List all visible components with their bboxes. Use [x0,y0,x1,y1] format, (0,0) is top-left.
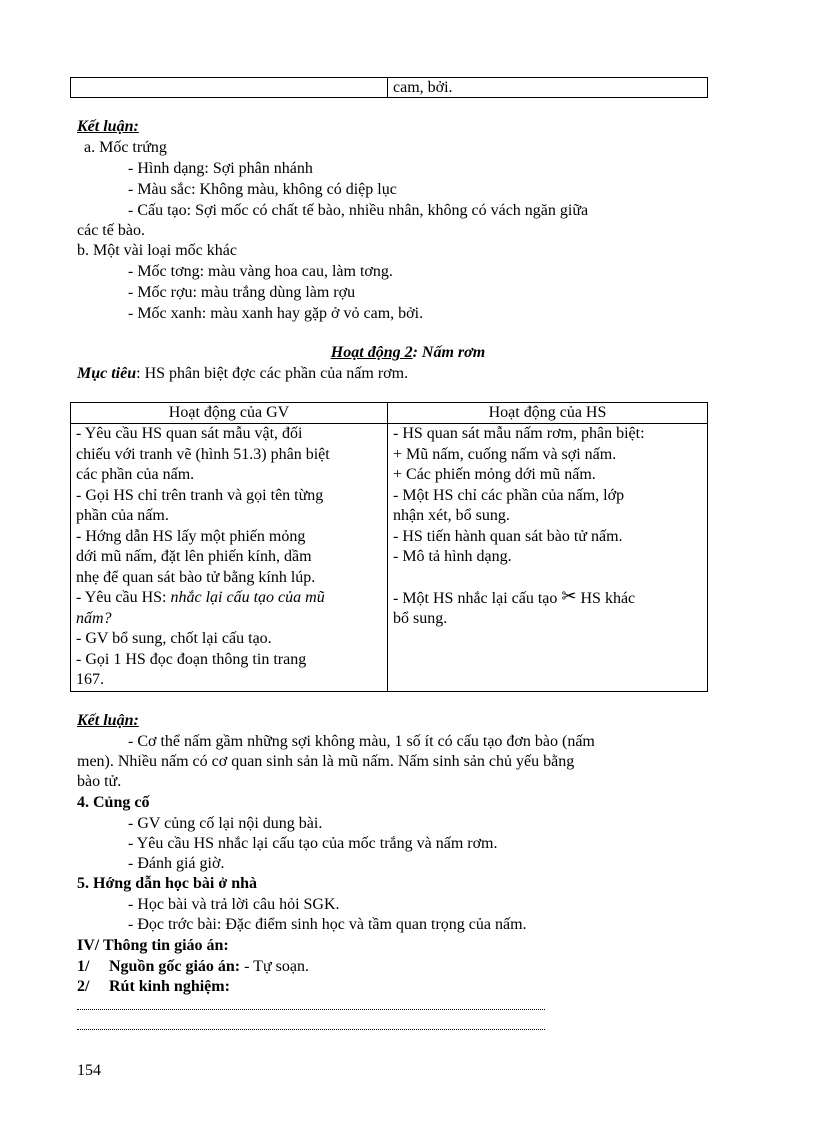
section5-item: - Học bài và trả lời câu hỏi SGK. [128,896,340,913]
conclusion-heading: Kết luận: [77,118,139,135]
top-table-right-cell: cam, bởi. [388,78,708,98]
activity2-title-rest: : Nấm rơm [412,344,486,361]
hs-retell-line [393,585,702,610]
gv-line: - Hớng dẫn HS lấy một phiến mỏng [76,527,306,545]
hs-line: bổ sung. [393,610,448,627]
conclusion-b-heading: b. Một vài loại mốc khác [77,242,237,259]
activity2-title [0,343,816,363]
header-hs: Hoạt động của HS [388,403,708,424]
notes-dotted-line [77,1009,545,1010]
activity-table [70,402,708,692]
section-iv-heading: IV/ Thông tin giáo án: [77,937,229,954]
goal-label: Mục tiêu [77,365,137,382]
gv-line: - Gọi HS chỉ trên tranh và gọi tên từng [76,486,324,504]
conclusion-a-color: - Màu sắc: Không màu, không có diệp lục [128,181,397,198]
item2-number: 2/ [77,978,90,995]
gv-line: chiếu với tranh vẽ (hình 51.3) phân biệt [76,445,330,463]
gv-line: 167. [76,671,104,688]
hs-line: - HS quan sát mẫu nấm rơm, phân biệt: [393,425,645,442]
hs-cell [388,424,708,692]
conclusion2-line: bào tử. [77,773,122,790]
hs-line: nhận xét, bổ sung. [393,507,510,524]
gv-cell [71,424,388,692]
conclusion-a-structure-cont: các tế bào. [77,222,145,239]
conclusion2-line: - Cơ thể nấm gầm những sợi không màu, 1 số ít có cấu tạo đơn bào (nấm [128,733,595,750]
item1-label: Nguồn gốc giáo án: [109,958,241,975]
scissors-icon: ✂ [561,585,577,606]
notes-dotted-line [77,1029,545,1030]
gv-line: phần của nấm. [76,507,169,524]
hs-retell-prefix: - Một HS nhắc lại cấu tạo [393,589,562,607]
activity2-goal [77,364,408,384]
top-table-fragment [70,77,708,98]
conclusion-a-heading: a. Mốc trứng [84,139,167,156]
table-header-row [71,403,708,424]
gv-line: dới mũ nấm, đặt lên phiến kính, dầm [76,548,312,565]
table-body-row [71,424,708,692]
section-iv-item2 [77,977,230,997]
gv-line: các phần của nấm. [76,466,195,483]
section-iv-item1 [77,957,309,977]
hs-spacer [393,568,702,588]
gv-line: - Yêu cầu HS quan sát mẫu vật, đối [76,425,303,442]
hs-line: - Mô tả hình dạng. [393,548,512,565]
page-number: 154 [77,1062,101,1079]
goal-text: : HS phân biệt đợc các phần của nấm rơm. [136,365,409,382]
hs-line: + Mũ nấm, cuống nấm và sợi nấm. [393,445,617,463]
section4-item: - Yêu cầu HS nhắc lại cấu tạo của mốc trắng và nấm rơm. [128,835,498,852]
gv-request-italic-cont: nấm? [76,609,112,627]
header-gv: Hoạt động của GV [71,403,388,424]
conclusion-a-shape: - Hình dạng: Sợi phân nhánh [128,160,313,177]
conclusion2-heading: Kết luận: [77,712,139,729]
hs-retell-suffix: HS khác [576,589,636,607]
item2-label: Rút kinh nghiệm: [109,978,230,995]
hs-line: - HS tiến hành quan sát bào tử nấm. [393,527,623,545]
gv-request-prefix: - Yêu cầu HS: [76,589,171,606]
hs-line: - Một HS chỉ các phần của nấm, lớp [393,486,625,504]
conclusion2-line: men). Nhiều nấm có cơ quan sinh sản là mũ nấm. Nấm sinh sản chủ yếu bằng [77,753,575,770]
section4-heading: 4. Củng cố [77,794,150,811]
conclusion-a-structure: - Cấu tạo: Sợi mốc có chất tế bào, nhiều nhân, không có vách ngăn giữa [128,202,589,219]
gv-request-line [76,588,382,609]
gv-line: nhẹ để quan sát bào tử bằng kính lúp. [76,568,316,586]
conclusion-b-item: - Mốc xanh: màu xanh hay gặp ở vỏ cam, bởi. [128,305,424,322]
section5-heading: 5. Hớng dẫn học bài ở nhà [77,875,257,892]
activity2-title-label: Hoạt động 2 [330,344,413,361]
gv-request-italic: nhắc lại cấu tạo của mũ [170,589,325,606]
item1-number: 1/ [77,958,90,975]
gv-line: - GV bổ sung, chốt lại cấu tạo. [76,630,272,647]
gv-line: - Gọi 1 HS đọc đoạn thông tin trang [76,650,307,668]
section4-item: - Đánh giá giờ. [128,855,225,872]
conclusion-b-item: - Mốc rợu: màu trắng dùng làm rợu [128,284,356,301]
hs-line: + Các phiến mỏng dới mũ nấm. [393,466,596,483]
conclusion-b-item: - Mốc tơng: màu vàng hoa cau, làm tơng. [128,263,393,280]
section5-item: - Đọc trớc bài: Đặc điểm sinh học và tầm quan trọng của nấm. [128,916,527,933]
item1-value: - Tự soạn. [240,958,309,975]
section4-item: - GV củng cố lại nội dung bài. [128,815,323,832]
top-table-left-cell [71,78,388,98]
